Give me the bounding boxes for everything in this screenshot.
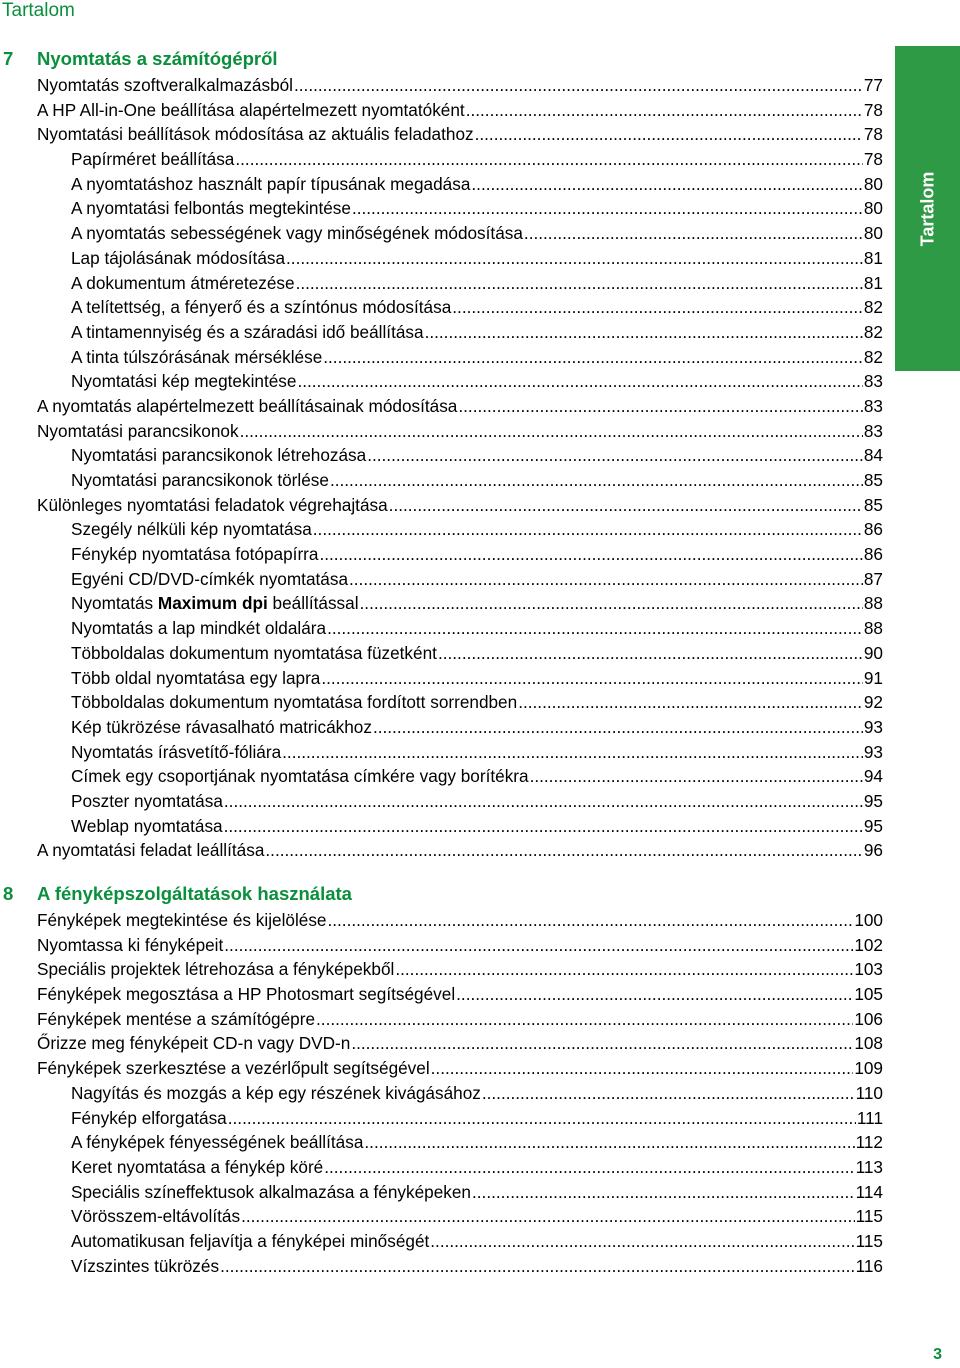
toc-entry[interactable] — [71, 345, 883, 370]
toc-entry[interactable] — [71, 591, 883, 616]
toc-dot-leader — [286, 246, 863, 271]
toc-entry-page: 83 — [863, 420, 883, 441]
chapter-number: 7 — [3, 48, 14, 69]
toc-entry-page: 84 — [863, 445, 883, 466]
toc-entry-title: A tinta túlszórásának mérséklése — [71, 346, 323, 367]
toc-entry[interactable] — [37, 1056, 883, 1081]
toc-entry-page: 86 — [863, 519, 883, 540]
toc-entry-title: Nyomtatási beállítások módosítása az aktuális feladathoz — [37, 124, 474, 145]
toc-dot-leader — [438, 641, 863, 666]
toc-entry[interactable] — [71, 246, 883, 271]
toc-dot-leader — [294, 73, 863, 98]
page-header-title: Tartalom — [2, 0, 75, 21]
toc-entry[interactable] — [71, 517, 883, 542]
toc-entry-title: Nagyítás és mozgás a kép egy részének kivágásához — [71, 1082, 481, 1103]
toc-dot-leader — [282, 740, 863, 765]
toc-entry-title: Többoldalas dokumentum nyomtatása fordított sorrendben — [71, 692, 518, 713]
toc-entry-title: Fénykép elforgatása — [71, 1107, 227, 1128]
toc-entry-page: 111 — [856, 1107, 883, 1128]
toc-dot-leader — [321, 666, 863, 691]
toc-entry[interactable] — [71, 1204, 883, 1229]
toc-entry[interactable] — [71, 641, 883, 666]
toc-entry-title: Több oldal nyomtatása egy lapra — [71, 667, 321, 688]
toc-entry-page: 77 — [863, 75, 883, 95]
toc-dot-leader — [224, 814, 863, 839]
toc-entry[interactable] — [37, 394, 883, 419]
toc-dot-leader — [530, 764, 863, 789]
toc-entry-page: 86 — [863, 544, 883, 565]
toc-entry-title — [71, 591, 359, 616]
toc-entry-page: 95 — [863, 790, 883, 811]
toc-dot-leader — [327, 908, 853, 933]
toc-dot-leader — [349, 567, 863, 592]
toc-dot-leader — [373, 715, 863, 740]
toc-entry-page: 78 — [863, 99, 883, 120]
toc-dot-leader — [452, 295, 863, 320]
toc-dot-leader — [466, 98, 863, 123]
toc-entry[interactable] — [37, 933, 883, 958]
toc-entry-list — [0, 908, 890, 1278]
chapter-heading — [0, 880, 890, 908]
toc-entry-title: A telítettség, a fényerő és a színtónus módosítása — [71, 297, 452, 318]
toc-dot-leader — [389, 493, 863, 518]
toc-entry[interactable] — [37, 493, 883, 518]
toc-entry-title: Fényképek megosztása a HP Photosmart segítségével — [37, 984, 456, 1005]
toc-entry-title: Speciális projektek létrehozása a fényképekből — [37, 959, 395, 980]
toc-entry-title: Nyomtatási parancsikonok — [37, 420, 239, 441]
toc-entry-page: 93 — [863, 741, 883, 762]
toc-dot-leader — [319, 542, 862, 567]
toc-dot-leader — [425, 320, 863, 345]
toc-entry-title: Őrizze meg fényképeit CD-n vagy DVD-n — [37, 1033, 351, 1054]
toc-entry[interactable] — [37, 838, 883, 863]
toc-entry[interactable] — [71, 1180, 883, 1205]
toc-dot-leader — [228, 1106, 856, 1131]
toc-entry-page: 82 — [863, 346, 883, 367]
toc-entry-title: Nyomtatás a lap mindkét oldalára — [71, 618, 327, 639]
chapter-heading — [0, 45, 890, 73]
toc-entry-page: 78 — [863, 124, 883, 145]
toc-entry-title: Többoldalas dokumentum nyomtatása füzetként — [71, 642, 437, 663]
toc-dot-leader — [224, 789, 863, 814]
toc-entry-page: 81 — [863, 272, 883, 293]
toc-entry[interactable] — [37, 98, 883, 123]
toc-entry-title: A fényképek fényességének beállítása — [71, 1132, 364, 1153]
toc-entry[interactable] — [71, 1106, 883, 1131]
toc-entry[interactable] — [71, 740, 883, 765]
toc-entry-title: Poszter nyomtatása — [71, 790, 223, 811]
toc-dot-leader — [475, 122, 863, 147]
toc-entry[interactable] — [71, 690, 883, 715]
toc-entry-title: Címek egy csoportjának nyomtatása címkére vagy borítékra — [71, 766, 529, 787]
toc-dot-leader — [316, 1007, 853, 1032]
chapter-title: Nyomtatás a számítógépről — [37, 48, 278, 69]
toc-entry[interactable] — [71, 221, 883, 246]
toc-dot-leader — [327, 616, 863, 641]
toc-entry-title: Fényképek megtekintése és kijelölése — [37, 910, 327, 930]
toc-entry-page: 94 — [863, 766, 883, 787]
toc-entry-title: Egyéni CD/DVD-címkék nyomtatása — [71, 568, 348, 589]
toc-dot-leader — [323, 345, 863, 370]
toc-entry-title: Vízszintes tükrözés — [71, 1255, 220, 1276]
toc-entry-page: 82 — [863, 297, 883, 318]
toc-entry[interactable] — [71, 147, 883, 172]
toc-entry-page: 82 — [863, 321, 883, 342]
toc-entry-page: 85 — [863, 494, 883, 515]
toc-entry[interactable] — [37, 1031, 883, 1056]
toc-entry-title: Nyomtatási parancsikonok törlése — [71, 470, 329, 490]
toc-entry-title: Nyomtatás szoftveralkalmazásból — [37, 75, 293, 95]
toc-entry-page: 112 — [855, 1132, 883, 1153]
toc-entry-page: 95 — [863, 815, 883, 836]
toc-dot-leader — [324, 1155, 854, 1180]
side-tab-label: Tartalom — [917, 171, 937, 246]
toc-entry[interactable] — [71, 369, 883, 394]
page-number: 3 — [933, 1346, 942, 1363]
toc-entry[interactable] — [37, 1007, 883, 1032]
toc-entry-title: Fényképek mentése a számítógépre — [37, 1008, 316, 1029]
toc-entry-title: Fénykép nyomtatása fotópapírra — [71, 544, 319, 565]
toc-entry-page: 80 — [863, 223, 883, 244]
toc-dot-leader — [367, 443, 863, 468]
toc-dot-leader — [395, 957, 853, 982]
toc-entry[interactable] — [37, 982, 883, 1007]
toc-entry-title: Weblap nyomtatása — [71, 815, 223, 836]
toc-entry[interactable] — [71, 468, 883, 493]
toc-dot-leader — [330, 468, 863, 493]
toc-entry[interactable] — [71, 666, 883, 691]
toc-entry-page: 91 — [863, 667, 883, 688]
toc-entry[interactable] — [71, 616, 883, 641]
toc-entry-page: 93 — [863, 716, 883, 737]
toc-entry-title-part: Nyomtatás — [71, 593, 158, 614]
toc-entry[interactable] — [71, 1229, 883, 1254]
toc-entry-page: 109 — [854, 1058, 883, 1079]
toc-entry[interactable] — [71, 814, 883, 839]
toc-entry-page: 100 — [854, 910, 883, 930]
toc-entry[interactable] — [71, 295, 883, 320]
toc-entry-title: Kép tükrözése rávasalható matricákhoz — [71, 716, 372, 737]
toc-entry-title: A nyomtatás alapértelmezett beállításainak módosítása — [37, 395, 458, 416]
toc-entry[interactable] — [71, 1155, 883, 1180]
chapter-title: A fényképszolgáltatások használata — [37, 883, 352, 904]
toc-entry-page: 103 — [854, 959, 883, 980]
toc-entry-page: 85 — [863, 470, 883, 490]
toc-entry[interactable] — [37, 908, 883, 933]
toc-entry[interactable] — [71, 1130, 883, 1155]
toc-entry-title: Speciális színeffektusok alkalmazása a fényképeken — [71, 1181, 471, 1202]
toc-dot-leader — [518, 690, 863, 715]
toc-entry[interactable] — [37, 419, 883, 444]
toc-entry-title: Nyomtatási kép megtekintése — [71, 371, 297, 392]
toc-entry-page: 113 — [855, 1156, 883, 1177]
toc-entry-title: Nyomtatási parancsikonok létrehozása — [71, 445, 367, 466]
side-tab — [895, 46, 960, 371]
chapter-number: 8 — [3, 883, 14, 904]
toc-entry[interactable] — [37, 122, 883, 147]
toc-entry-title: Lap tájolásának módosítása — [71, 247, 286, 268]
toc-entry-title-part: beállítással — [267, 593, 359, 614]
toc-dot-leader — [296, 271, 863, 296]
toc-entry-page: 108 — [854, 1033, 883, 1054]
toc-entry[interactable] — [37, 73, 883, 98]
chapter-section — [0, 880, 890, 1278]
toc-entry-title: Keret nyomtatása a fénykép köré — [71, 1156, 324, 1177]
toc-entry[interactable] — [37, 957, 883, 982]
toc-entry-title: A nyomtatási feladat leállítása — [37, 840, 265, 861]
toc-entry-title: Nyomtassa ki fényképeit — [37, 934, 224, 955]
toc-dot-leader — [458, 394, 863, 419]
toc-entry-title: A tintamennyiség és a száradási idő beállítása — [71, 321, 424, 342]
toc-entry-page: 106 — [854, 1008, 883, 1029]
toc-entry-page: 110 — [855, 1082, 883, 1103]
toc-entry[interactable] — [71, 271, 883, 296]
toc-entry-title: Fényképek szerkesztése a vezérlőpult segítségével — [37, 1058, 430, 1079]
toc-entry-title: Szegély nélküli kép nyomtatása — [71, 519, 312, 540]
toc-entry[interactable] — [71, 443, 883, 468]
toc-entry-page: 80 — [863, 173, 883, 194]
toc-entry-page: 78 — [863, 149, 883, 170]
toc-entry-title: Automatikusan feljavítja a fényképei minőségét — [71, 1230, 430, 1251]
toc-entry-page: 116 — [855, 1255, 883, 1276]
toc-entry-page: 102 — [854, 934, 883, 955]
toc-dot-leader — [430, 1229, 854, 1254]
toc-entry[interactable] — [71, 542, 883, 567]
toc-entry-page: 115 — [855, 1206, 883, 1227]
toc-entry-page: 105 — [854, 984, 883, 1005]
toc-entry-title: Különleges nyomtatási feladatok végrehajtása — [37, 494, 388, 515]
toc-entry-title: A dokumentum átméretezése — [71, 272, 295, 293]
toc-dot-leader — [352, 196, 863, 221]
toc-dot-leader — [297, 369, 862, 394]
toc-entry-title-bold: Maximum dpi — [157, 593, 268, 614]
toc-entry-page: 92 — [863, 692, 883, 713]
toc-dot-leader — [313, 517, 863, 542]
toc-entry-page: 90 — [863, 642, 883, 663]
toc-dot-leader — [471, 172, 862, 197]
toc-entry[interactable] — [71, 320, 883, 345]
toc-entry-page: 114 — [855, 1181, 883, 1202]
toc-entry[interactable] — [71, 715, 883, 740]
toc-entry-title: Papírméret beállítása — [71, 149, 235, 170]
toc-entry[interactable] — [71, 789, 883, 814]
toc-dot-leader — [456, 982, 853, 1007]
toc-entry-page: 81 — [863, 247, 883, 268]
toc-dot-leader — [351, 1031, 853, 1056]
toc-entry[interactable] — [71, 764, 883, 789]
toc-entry-page: 115 — [855, 1230, 883, 1251]
toc-entry-page: 80 — [863, 198, 883, 219]
toc-dot-leader — [241, 1204, 855, 1229]
toc-entry-page: 83 — [863, 371, 883, 392]
toc-dot-leader — [524, 221, 863, 246]
toc-entry[interactable] — [71, 1081, 883, 1106]
toc-dot-leader — [472, 1180, 855, 1205]
toc-dot-leader — [220, 1254, 855, 1279]
toc-entry-title: A nyomtatáshoz használt papír típusának megadása — [71, 173, 471, 194]
toc-dot-leader — [360, 591, 863, 616]
toc-entry-page: 83 — [863, 395, 883, 416]
toc-entry-page: 88 — [863, 593, 883, 614]
toc-dot-leader — [364, 1130, 854, 1155]
toc-entry[interactable] — [71, 1254, 883, 1279]
toc-entry[interactable] — [71, 567, 883, 592]
toc-entry-title: Vörösszem-eltávolítás — [71, 1206, 241, 1227]
toc-entry-page: 96 — [863, 840, 883, 861]
toc-dot-leader — [431, 1056, 854, 1081]
toc-entry[interactable] — [71, 172, 883, 197]
toc-dot-leader — [240, 419, 863, 444]
toc-entry-page: 87 — [863, 568, 883, 589]
toc-entry-title: Nyomtatás írásvetítő-fóliára — [71, 741, 282, 762]
toc-dot-leader — [482, 1081, 855, 1106]
toc-entry-title: A nyomtatási felbontás megtekintése — [71, 198, 351, 219]
toc-dot-leader — [265, 838, 862, 863]
chapter-section — [0, 45, 890, 863]
toc-dot-leader — [235, 147, 863, 172]
toc-entry-page: 88 — [863, 618, 883, 639]
toc-entry-title: A nyomtatás sebességének vagy minőségének módosítása — [71, 223, 523, 244]
toc-dot-leader — [224, 933, 853, 958]
toc-entry[interactable] — [71, 196, 883, 221]
toc-entry-list — [0, 73, 890, 863]
toc-entry-title: A HP All-in-One beállítása alapértelmezett nyomtatóként — [37, 99, 465, 120]
